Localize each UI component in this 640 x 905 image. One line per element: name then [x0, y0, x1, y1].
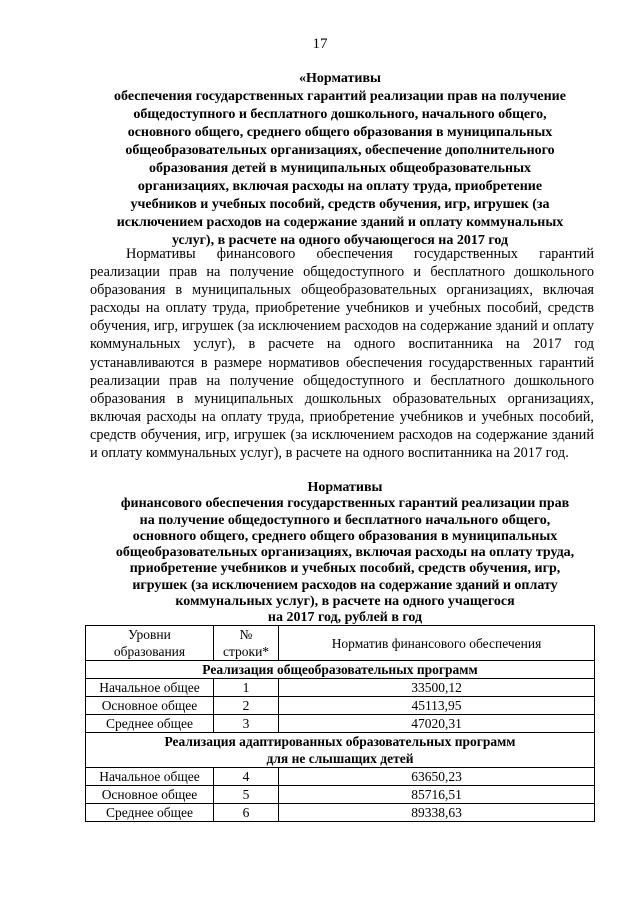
level-cell: Основное общее: [86, 697, 214, 715]
table-title-line: на получение общедоступного и бесплатного начального общего,: [139, 512, 551, 528]
table-row: [86, 786, 595, 804]
table-title-line: основного общего, среднего общего образования в муниципальных: [132, 528, 558, 544]
table-row: [86, 768, 595, 786]
number-cell: 6: [214, 804, 279, 822]
value-cell: 33500,12: [279, 679, 595, 697]
section-title: [86, 733, 595, 768]
title-line: «Нормативы: [299, 71, 381, 86]
header-norm: Норматив финансового обеспечения: [279, 626, 595, 661]
number-cell: 1: [214, 679, 279, 697]
table-title-line: коммунальных услуг), в расчете на одного учащегося: [175, 594, 515, 610]
header-level-line2: образования: [113, 644, 186, 659]
number-cell: 2: [214, 697, 279, 715]
table-title-line: общеобразовательных организациях, включая расходы на оплату труда,: [115, 545, 575, 561]
header-number-line1: №: [239, 627, 253, 642]
table-title-line: Нормативы: [307, 480, 383, 495]
table-header-row: [86, 626, 595, 661]
title-line: общедоступного и бесплатного дошкольного, начального общего,: [133, 107, 547, 122]
table-title: [80, 480, 610, 627]
level-cell: Среднее общее: [86, 804, 214, 822]
level-cell: Среднее общее: [86, 715, 214, 733]
number-cell: 4: [214, 768, 279, 786]
level-cell: Начальное общее: [86, 679, 214, 697]
title-line: образования детей в муниципальных общеобразовательных: [148, 161, 532, 176]
value-cell: 45113,95: [279, 697, 595, 715]
page-number: 17: [312, 36, 328, 52]
document-title: [70, 70, 610, 250]
table-title-line: приобретение учебников и учебных пособий, средств обучения, игр,: [129, 561, 561, 577]
value-cell: 85716,51: [279, 786, 595, 804]
level-cell: Начальное общее: [86, 768, 214, 786]
header-row-number: [214, 626, 279, 661]
table-title-line: игрушек (за исключением расходов на содержание зданий и оплату: [132, 577, 558, 593]
number-cell: 5: [214, 786, 279, 804]
body-paragraph: Нормативы финансового обеспечения государственных гарантий реализации прав на получение общедоступного и бесплатного дошкольного образования в муниципальных общеобразовательных организациях, включая расходы на оплату труда, приобретение учебников и учебных пособий, средств обучения, игр, игрушек (за исключением расходов на содержание зданий и оплату коммунальных услуг), в расчете на одного воспитанника на 2017 год устанавливаются в размере нормативов обеспечения государственных гарантий реализации прав на получение общедоступного и бесплатного дошкольного образования в муниципальных дошкольных образовательных организациях, включая расходы на оплату труда, приобретение учебников и учебных пособий, средств обучения, игр, игрушек (за исключением расходов на содержание зданий и оплату коммунальных услуг), в расчете на одного воспитанника на 2017 год.: [90, 246, 594, 462]
title-line: общеобразовательных организациях, обеспечение дополнительного: [125, 143, 555, 158]
title-line: исключением расходов на содержание зданий и оплату коммунальных: [116, 215, 564, 230]
header-level-line1: Уровни: [128, 627, 171, 642]
table-row: [86, 804, 595, 822]
section-row: [86, 733, 595, 768]
header-number-line2: строки*: [222, 644, 270, 659]
value-cell: 63650,23: [279, 768, 595, 786]
section-row: [86, 661, 595, 679]
section-title-line1: Реализация адаптированных образовательных программ: [164, 734, 516, 749]
value-cell: 89338,63: [279, 804, 595, 822]
title-line: учебников и учебных пособий, средств обучения, игр, игрушек (за: [130, 197, 550, 212]
table-title-line: финансового обеспечения государственных гарантий реализации прав: [120, 496, 570, 512]
table-title-line: на 2017 год, рублей в год: [267, 610, 423, 626]
value-cell: 47020,31: [279, 715, 595, 733]
table-row: [86, 679, 595, 697]
title-line: основного общего, среднего общего образования в муниципальных: [127, 125, 553, 140]
norms-table: [85, 625, 595, 822]
section-title-line2: для не слышащих детей: [266, 751, 414, 766]
title-line: организациях, включая расходы на оплату труда, приобретение: [137, 179, 543, 194]
header-level: [86, 626, 214, 661]
level-cell: Основное общее: [86, 786, 214, 804]
number-cell: 3: [214, 715, 279, 733]
title-line: услуг), в расчете на одного обучающегося на 2017 год: [171, 233, 509, 248]
table-row: [86, 697, 595, 715]
table-row: [86, 715, 595, 733]
section-title: Реализация общеобразовательных программ: [86, 661, 595, 679]
title-line: обеспечения государственных гарантий реализации прав на получение: [114, 89, 566, 104]
